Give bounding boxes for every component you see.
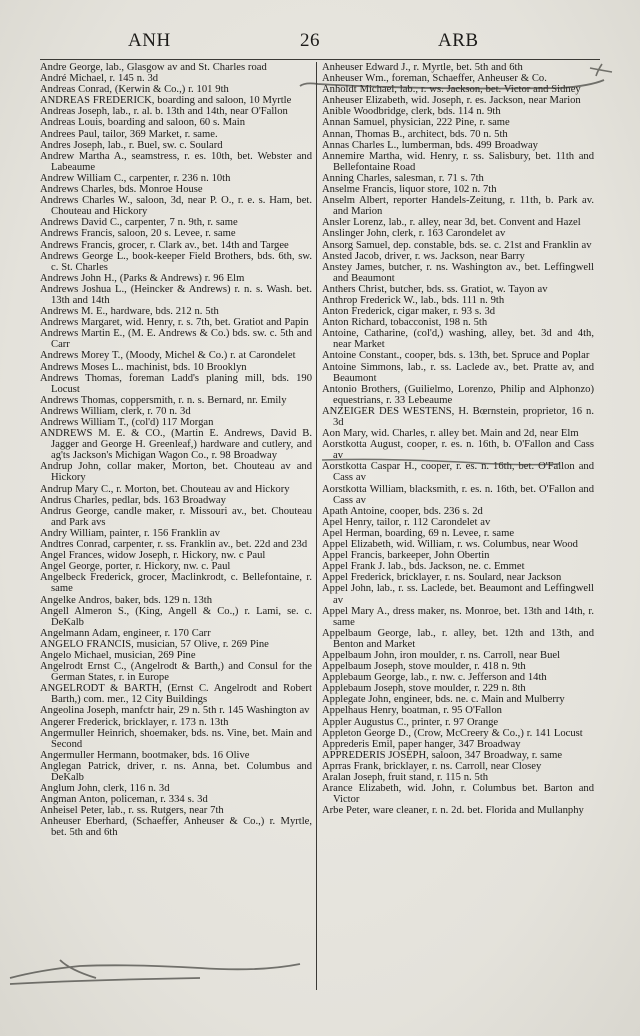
directory-entry: Apel Henry, tailor, r. 112 Carondelet av (322, 516, 491, 528)
directory-entry: Anslinger John, clerk, r. 163 Carondelet av (322, 228, 506, 240)
directory-entry: Angermuller Hermann, bootmaker, bds. 16 Olive (40, 749, 250, 761)
directory-entry: Annas Charles L., lumberman, bds. 499 Broadway (322, 139, 538, 151)
directory-entry: Andry William, painter, r. 156 Franklin av (40, 527, 220, 539)
directory-entry: Andre George, lab., Glasgow av and St. Charles road (40, 62, 267, 73)
directory-entry: Andrews Moses L.. machinist, bds. 10 Brooklyn (40, 361, 247, 373)
directory-entry: Appler Augustus C., printer, r. 97 Orange (322, 716, 499, 728)
directory-entry: Andrews Charles W., saloon, 3d, near P. O., r. e. s. Ham, bet. Chouteau and Hickory (40, 195, 312, 218)
directory-entry: Angeolina Joseph, manfctr hair, 29 n. 5th r. 145 Washington av (40, 705, 310, 717)
directory-entry: Angelmann Adam, engineer, r. 170 Carr (40, 627, 211, 639)
directory-entry: Angelke Andros, baker, bds. 129 n. 13th (40, 594, 213, 606)
column-divider (316, 62, 317, 990)
directory-entry: Andrews Thomas, foreman Ladd's planing mill, bds. 190 Locust (40, 372, 312, 395)
directory-entry: Anning Charles, salesman, r. 71 s. 7th (322, 172, 484, 184)
directory-entry: Aorstkotta William, blacksmith, r. es. n. 16th, bet. O'Fallon and Cass av (322, 483, 594, 506)
directory-entry: APPREDERIS JOSEPH, saloon, 347 Broadway, r. same (322, 749, 563, 761)
directory-entry: Arance Elizabeth, wid. John, r. Columbus bet. Barton and Victor (322, 783, 594, 806)
directory-entry: Anthrop Frederick W., lab., bds. 111 n. 9th (322, 294, 505, 306)
directory-entry: Appel John, lab., r. ss. Laclede, bet. Beaumont and Leffingwell av (322, 583, 594, 606)
directory-entry: Anheuser Edward J., r. Myrtle, bet. 5th and 6th (322, 62, 523, 73)
running-head (0, 30, 640, 56)
directory-entry: Annan, Thomas B., architect, bds. 70 n. 5th (322, 128, 508, 140)
directory-entry: Anheuser Wm., foreman, Schaeffer, Anheuser & Co. (322, 73, 547, 85)
directory-entry: Aorstkotta Caspar H., cooper, r. es. n. 16th, bet. O'Fallon and Cass av (322, 461, 594, 484)
directory-entry: Anible Woodbridge, clerk, bds. 114 n. 9th (322, 106, 501, 118)
directory-entry: Appleton George D., (Crow, McCreery & Co.,) r. 141 Locust (322, 727, 583, 739)
directory-entry: Andreas Joseph, lab., r. al. b. 13th and 14th, near O'Fallon (40, 106, 288, 118)
directory-entry: ANDREWS M. E. & CO., (Martin E. Andrews, David B. Jagger and George H. Greenleaf,) hardware and cutlery, and ag'ts Jackson's Michigan Wagon Co., r. 98 Broadway (40, 428, 312, 462)
directory-entry: Angel Frances, widow Joseph, r. Hickory, nw. c Paul (40, 550, 266, 562)
directory-entry: Andrews Thomas, coppersmith, r. n. s. Bernard, nr. Emily (40, 394, 287, 406)
directory-entry: Antonio Brothers, (Guilielmo, Lorenzo, Philip and Alphonzo) equestrians, r. 33 Lebeaume (322, 383, 594, 406)
directory-entry: Andrews John H., (Parks & Andrews) r. 96 Elm (40, 272, 245, 284)
directory-entry: Appel Elizabeth, wid. William, r. ws. Columbus, near Wood (322, 539, 578, 551)
directory-entry: Antoine, Catharine, (col'd,) washing, alley, bet. 3d and 4th, near Market (322, 328, 594, 351)
directory-entry: Anglum John, clerk, 116 n. 3d (40, 783, 170, 795)
directory-entry: Angelrodt Ernst C., (Angelrodt & Barth,) and Consul for the German States, r. in Europe (40, 661, 312, 684)
directory-entry: Arbe Peter, ware cleaner, r. n. 2d. bet. Florida and Mullanphy (322, 805, 584, 817)
left-column (40, 62, 312, 839)
directory-entry: Andrews Margaret, wid. Henry, r. s. 7th, bet. Gratiot and Papin (40, 317, 309, 329)
directory-entry: Andrews Charles, bds. Monroe House (40, 184, 203, 196)
directory-entry: Andrew Martha A., seamstress, r. es. 10th, bet. Webster and Labeaume (40, 150, 312, 173)
directory-entry: Angerer Frederick, bricklayer, r. 173 n. 13th (40, 716, 229, 728)
directory-entry: Andrews William T., (col'd) 117 Morgan (40, 417, 214, 428)
directory-entry: ANGELO FRANCIS, musician, 57 Olive, r. 269 Pine (40, 638, 269, 650)
directory-entry: Appel Frederick, bricklayer, r. ns. Soulard, near Jackson (322, 572, 562, 584)
directory-entry: Anton Richard, tobacconist, 198 n. 5th (322, 317, 488, 329)
directory-entry: Anselme Francis, liquor store, 102 n. 7th (322, 184, 497, 196)
directory-entry: Angel George, porter, r. Hickory, nw. c. Paul (40, 561, 231, 573)
directory-entry: André Michael, r. 145 n. 3d (40, 73, 159, 85)
directory-entry: Andtres Conrad, carpenter, r. ss. Franklin av., bet. 22d and 23d (40, 539, 308, 551)
header-rule (40, 59, 600, 60)
directory-entry: Andrews William, clerk, r. 70 n. 3d (40, 405, 191, 417)
directory-entry: Aprras Frank, bricklayer, r. ns. Carroll, near Closey (322, 760, 542, 772)
directory-entry: Apel Herman, boarding, 69 n. Levee, r. same (322, 527, 515, 539)
directory-entry: Annemire Martha, wid. Henry, r. ss. Salisbury, bet. 11th and Bellefontaine Road (322, 150, 594, 173)
directory-entry: Appel Francis, barkeeper, John Obertin (322, 550, 490, 562)
directory-entry: Anholdt Michael, lab., r. ws. Jackson, bet. Victor and Sidney (322, 84, 581, 96)
directory-entry: Applegate John, engineer, bds. ne. c. Main and Mulberry (322, 694, 565, 706)
directory-entry: Angermuller Heinrich, shoemaker, bds. ns. Vine, bet. Main and Second (40, 727, 312, 750)
directory-entry: Andrews Martin E., (M. E. Andrews & Co.) bds. sw. c. 5th and Carr (40, 328, 312, 351)
directory-entry: ANGELRODT & BARTH, (Ernst C. Angelrodt and Robert Barth,) com. mer., 12 City Buildings (40, 683, 312, 706)
directory-entry: Andres Joseph, lab., r. Buel, sw. c. Soulard (40, 139, 223, 151)
directory-entry: Applebaum Joseph, stove moulder, r. 229 n. 8th (322, 683, 526, 695)
directory-entry: Andrews M. E., hardware, bds. 212 n. 5th (40, 306, 219, 318)
directory-entry: Andreas Conrad, (Kerwin & Co.,) r. 101 9th (40, 84, 229, 96)
directory-entry: Andreas Louis, boarding and saloon, 60 s. Main (40, 117, 246, 129)
directory-entry: Applebaum George, lab., r. nw. c. Jefferson and 14th (322, 672, 547, 684)
directory-entry: Antoine Constant., cooper, bds. s. 13th, bet. Spruce and Poplar (322, 350, 590, 362)
directory-entry: ANZEIGER DES WESTENS, H. Bœrnstein, proprietor, 16 n. 3d (322, 405, 594, 428)
directory-entry: Apprederis Emil, paper hanger, 347 Broadway (322, 738, 521, 750)
directory-entry: Andrews Morey T., (Moody, Michel & Co.) r. at Carondelet (40, 350, 296, 362)
directory-entry: Appelbaum George, lab., r. alley, bet. 12th and 13th, and Benton and Market (322, 627, 594, 650)
directory-entry: Angell Almeron S., (King, Angell & Co.,) r. Lami, se. c. DeKalb (40, 605, 312, 628)
directory-entry: Andrees Paul, tailor, 369 Market, r. same. (40, 128, 218, 140)
directory-entry: Anstey James, butcher, r. ns. Washington av., bet. Leffingwell and Beaumont (322, 261, 594, 284)
directory-entry: Anthers Christ, butcher, bds. ss. Gratiot, w. Tayon av (322, 283, 548, 295)
directory-entry: Andrews Joshua L., (Heincker & Andrews) r. n. s. Wash. bet. 13th and 14th (40, 283, 312, 306)
directory-entry: Andrup John, collar maker, Morton, bet. Chouteau av and Hickory (40, 461, 312, 484)
directory-entry: Angelo Michael, musician, 269 Pine (40, 649, 196, 661)
directory-entry: Apath Antoine, cooper, bds. 236 s. 2d (322, 505, 483, 517)
directory-entry: Appelhaus Henry, boatman, r. 95 O'Fallon (322, 705, 502, 717)
directory-entry: Appel Frank J. lab., bds. Jackson, ne. c. Emmet (322, 561, 525, 573)
directory-entry: Andrews George L., book-keeper Field Brothers, bds. 6th, sw. c. St. Charles (40, 250, 312, 273)
directory-entry: Andrup Mary C., r. Morton, bet. Chouteau av and Hickory (40, 483, 290, 495)
directory-entry: Appelbaum John, iron moulder, r. ns. Carroll, near Buel (322, 649, 561, 661)
directory-entry: Anton Frederick, cigar maker, r. 93 s. 3d (322, 306, 496, 318)
directory-entry: Andrus George, candle maker, r. Missouri av., bet. Chouteau and Park avs (40, 505, 312, 528)
directory-entry: Ansted Jacob, driver, r. ws. Jackson, near Barry (322, 250, 525, 262)
directory-entry: Anheuser Eberhard, (Schaeffer, Anheuser & Co.,) r. Myrtle, bet. 5th and 6th (40, 816, 312, 839)
directory-entry: Andrew William C., carpenter, r. 236 n. 10th (40, 172, 231, 184)
directory-entry: Andrews Francis, grocer, r. Clark av., bet. 14th and Targee (40, 239, 289, 251)
left-guide-word: ANH (128, 30, 171, 51)
directory-entry: Aralan Joseph, fruit stand, r. 115 n. 5th (322, 772, 489, 783)
directory-entry: ANDREAS FREDERICK, boarding and saloon, 10 Myrtle (40, 95, 292, 107)
directory-entry: Appelbaum Joseph, stove moulder, r. 418 n. 9th (322, 661, 526, 673)
pencil-underline-anheuser-eberhard (10, 960, 300, 984)
directory-entry: Ansorg Samuel, dep. constable, bds. se. c. 21st and Franklin av (322, 239, 592, 251)
directory-entry: Andrews David C., carpenter, 7 n. 9th, r. same (40, 217, 238, 229)
directory-entry: Andrews Francis, saloon, 20 s. Levee, r. same (40, 228, 236, 240)
page-number: 26 (300, 30, 320, 51)
directory-entry: Andrus Charles, pedlar, bds. 163 Broadway (40, 494, 226, 506)
directory-entry: Angman Anton, policeman, r. 334 s. 3d (40, 794, 208, 806)
directory-entry: Anheuser Elizabeth, wid. Joseph, r. es. Jackson, near Marion (322, 95, 581, 107)
directory-entry: Anselm Albert, reporter Handels-Zeitung, r. 11th, b. Park av. and Marion (322, 195, 594, 218)
directory-entry: Anheisel Peter, lab., r. ss. Rutgers, near 7th (40, 805, 224, 817)
directory-entry: Ansler Lorenz, lab., r. alley, near 3d, bet. Convent and Hazel (322, 217, 581, 229)
directory-entry: Aon Mary, wid. Charles, r. alley bet. Main and 2d, near Elm (322, 428, 579, 440)
directory-entry: Annan Samuel, physician, 222 Pine, r. same (322, 117, 510, 129)
directory-entry: Anglegan Patrick, driver, r. ns. Anna, bet. Columbus and DeKalb (40, 760, 312, 783)
right-guide-word: ARB (438, 30, 479, 51)
directory-entry: Antoine Simmons, lab., r. ss. Laclede av., bet. Pratte av, and Beaumont (322, 361, 594, 384)
directory-entry: Angelbeck Frederick, grocer, Maclinkrodt, c. Bellefontaine, r. same (40, 572, 312, 595)
directory-entry: Appel Mary A., dress maker, ns. Monroe, bet. 13th and 14th, r. same (322, 605, 594, 628)
directory-entry: Aorstkotta August, cooper, r. es. n. 16th, b. O'Fallon and Cass av (322, 439, 594, 462)
right-column (322, 62, 594, 816)
